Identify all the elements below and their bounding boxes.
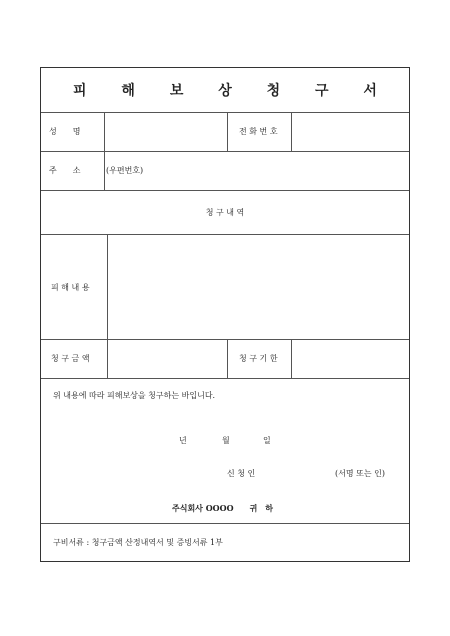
phone-label: 전 화 번 호 bbox=[239, 127, 278, 136]
damage-content-field[interactable] bbox=[108, 235, 409, 338]
damage-content-label: 피 해 내 용 bbox=[51, 283, 90, 292]
claim-details-label: 청 구 내 역 bbox=[205, 208, 245, 217]
claim-deadline-field[interactable] bbox=[292, 340, 409, 377]
claim-form bbox=[40, 67, 410, 562]
column-divider bbox=[227, 112, 228, 151]
column-divider bbox=[227, 339, 228, 378]
claim-deadline-label: 청 구 기 한 bbox=[239, 354, 278, 363]
addressee: 주식회사 OOOO 귀 하 bbox=[172, 503, 274, 513]
signature-hint: (서명 또는 인) bbox=[335, 469, 385, 478]
date-month-label: 월 bbox=[222, 436, 230, 445]
divider bbox=[41, 378, 409, 379]
divider bbox=[41, 190, 409, 191]
date-year-label: 년 bbox=[179, 436, 187, 445]
name-label: 성 명 bbox=[49, 127, 81, 136]
address-label: 주 소 bbox=[49, 166, 81, 175]
required-documents: 구비서류 : 청구금액 산정내역서 및 증빙서류 1부 bbox=[53, 538, 223, 547]
form-title: 피 해 보 상 청 구 서 bbox=[73, 83, 392, 99]
claim-amount-field[interactable] bbox=[108, 340, 226, 377]
applicant-label: 신 청 인 bbox=[227, 469, 256, 478]
date-day-label: 일 bbox=[263, 436, 271, 445]
claim-amount-label: 청 구 금 액 bbox=[51, 354, 90, 363]
name-field[interactable] bbox=[105, 113, 226, 150]
phone-field[interactable] bbox=[292, 113, 409, 150]
claim-statement: 위 내용에 따라 피해보상을 청구하는 바입니다. bbox=[53, 391, 216, 400]
divider bbox=[41, 523, 409, 524]
address-field[interactable] bbox=[105, 152, 409, 189]
postal-code-hint: (우편번호) bbox=[106, 166, 144, 175]
